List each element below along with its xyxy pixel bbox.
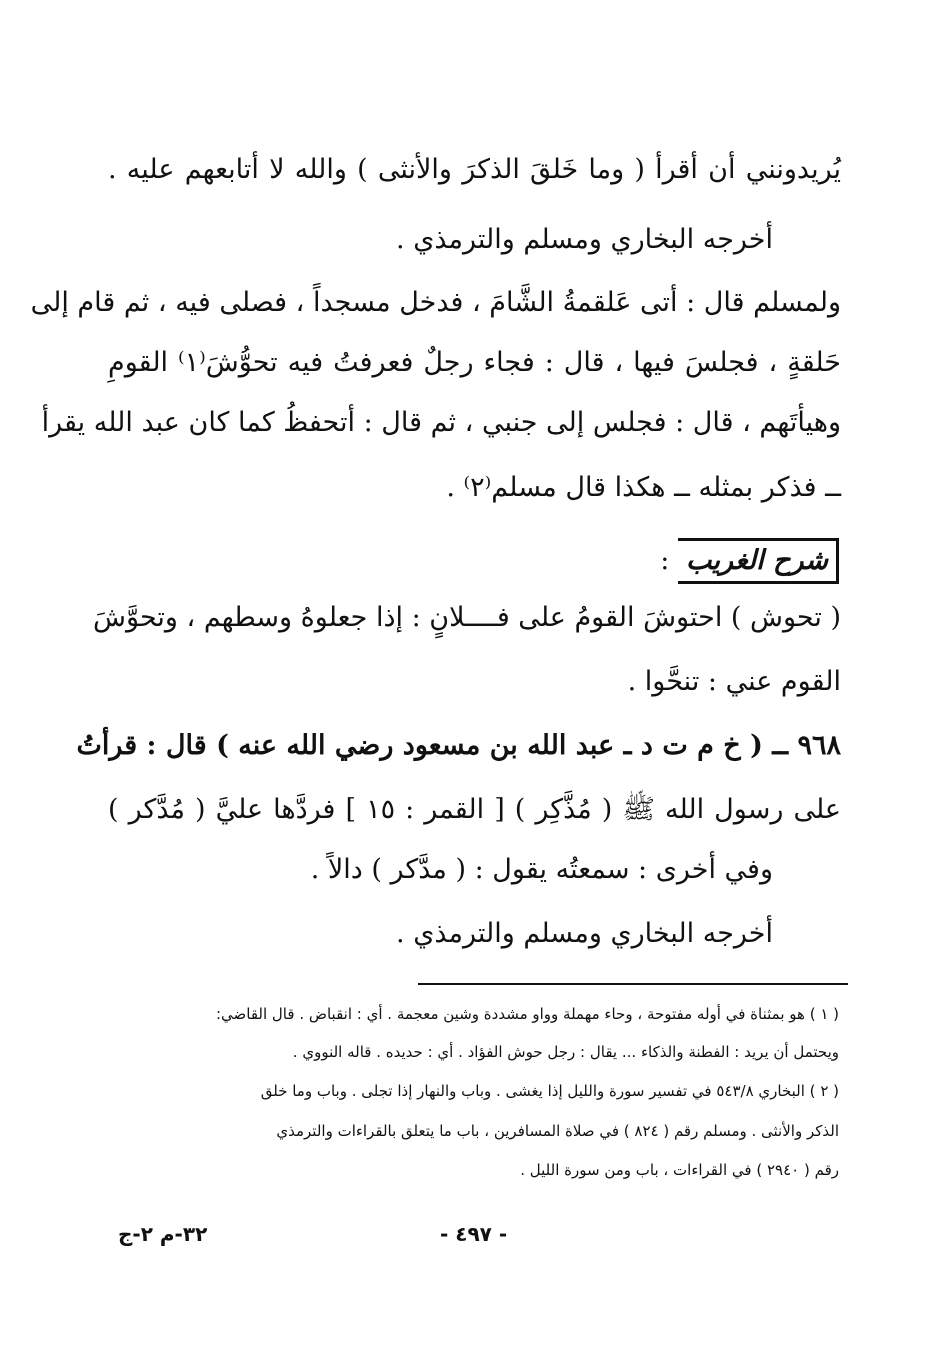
text-line: ــ فذكر بمثله ــ هكذا قال مسلم⁽٢⁾ .	[446, 472, 841, 503]
footnote-line: الذكر والأنثى . ومسلم رقم ( ٨٢٤ ) في صلاة المسافرين ، باب ما يتعلق بالقراءات والترمذي	[276, 1122, 839, 1140]
footnote-line: ( ١ ) هو بمثناة في أوله مفتوحة ، وحاء مهملة وواو مشددة وشين معجمة . أي : انقباض . قال القاضي:	[215, 1005, 839, 1023]
footnote-line: رقم ( ٢٩٤٠ ) في القراءات ، باب ومن سورة الليل .	[520, 1161, 839, 1179]
source-line: أخرجه البخاري ومسلم والترمذي .	[396, 918, 773, 949]
text-line: ولمسلم قال : أتى عَلقمةُ الشَّامَ ، فدخل مسجداً ، فصلى فيه ، ثم قام إلى	[30, 287, 841, 318]
signature-mark: ٣٢-م ٢-ج	[118, 1222, 208, 1246]
source-line: أخرجه البخاري ومسلم والترمذي .	[396, 224, 773, 255]
page-number: - ٤٩٧ -	[440, 1222, 508, 1246]
hadith-line: على رسول الله ﷺ ( مُذَّكِر ) [ القمر : ١٥ ] فردَّها عليَّ ( مُدَّكر )	[108, 794, 842, 825]
heading-label: شرح الغريب	[678, 538, 839, 584]
footnote-line: ( ٢ ) البخاري ٥٤٣/٨ في تفسير سورة والليل إذا يغشى . وباب والنهار إذا تجلى . وباب وما خلق	[260, 1082, 839, 1100]
text-line: يُريدونني أن أقرأ ( وما خَلقَ الذكرَ والأنثى ) والله لا أتابعهم عليه .	[108, 154, 841, 185]
text-line: حَلقةٍ ، فجلسَ فيها ، قال : فجاء رجلٌ فعرفتُ فيه تحوُّشَ⁽١⁾ القومِ	[108, 347, 841, 378]
hadith-line: وفي أخرى : سمعتُه يقول : ( مدَّكر ) دالاً .	[310, 854, 773, 885]
glossary-line: القوم عني : تنحَّوا .	[627, 666, 841, 697]
text-line: وهيأتَهم ، قال : فجلس إلى جنبي ، ثم قال : أتحفظُ كما كان عبد الله يقرأ	[41, 407, 841, 438]
section-heading: شرح الغريب :	[660, 538, 839, 584]
glossary-line: ( تحوش ) احتوشَ القومُ على فــــلانٍ : إذا جعلوهُ وسطهم ، وتحوَّشَ	[93, 602, 841, 633]
hadith-header: ٩٦٨ ــ ( خ م ت د ـ عبد الله بن مسعود رضي الله عنه ) قال : قرأتُ	[76, 730, 841, 761]
footnote-line: ويحتمل أن يريد : الفطنة والذكاء ... يقال : رجل حوش الفؤاد . أي : حديده . قاله النووي .	[292, 1043, 839, 1061]
footnote-divider	[418, 983, 848, 985]
